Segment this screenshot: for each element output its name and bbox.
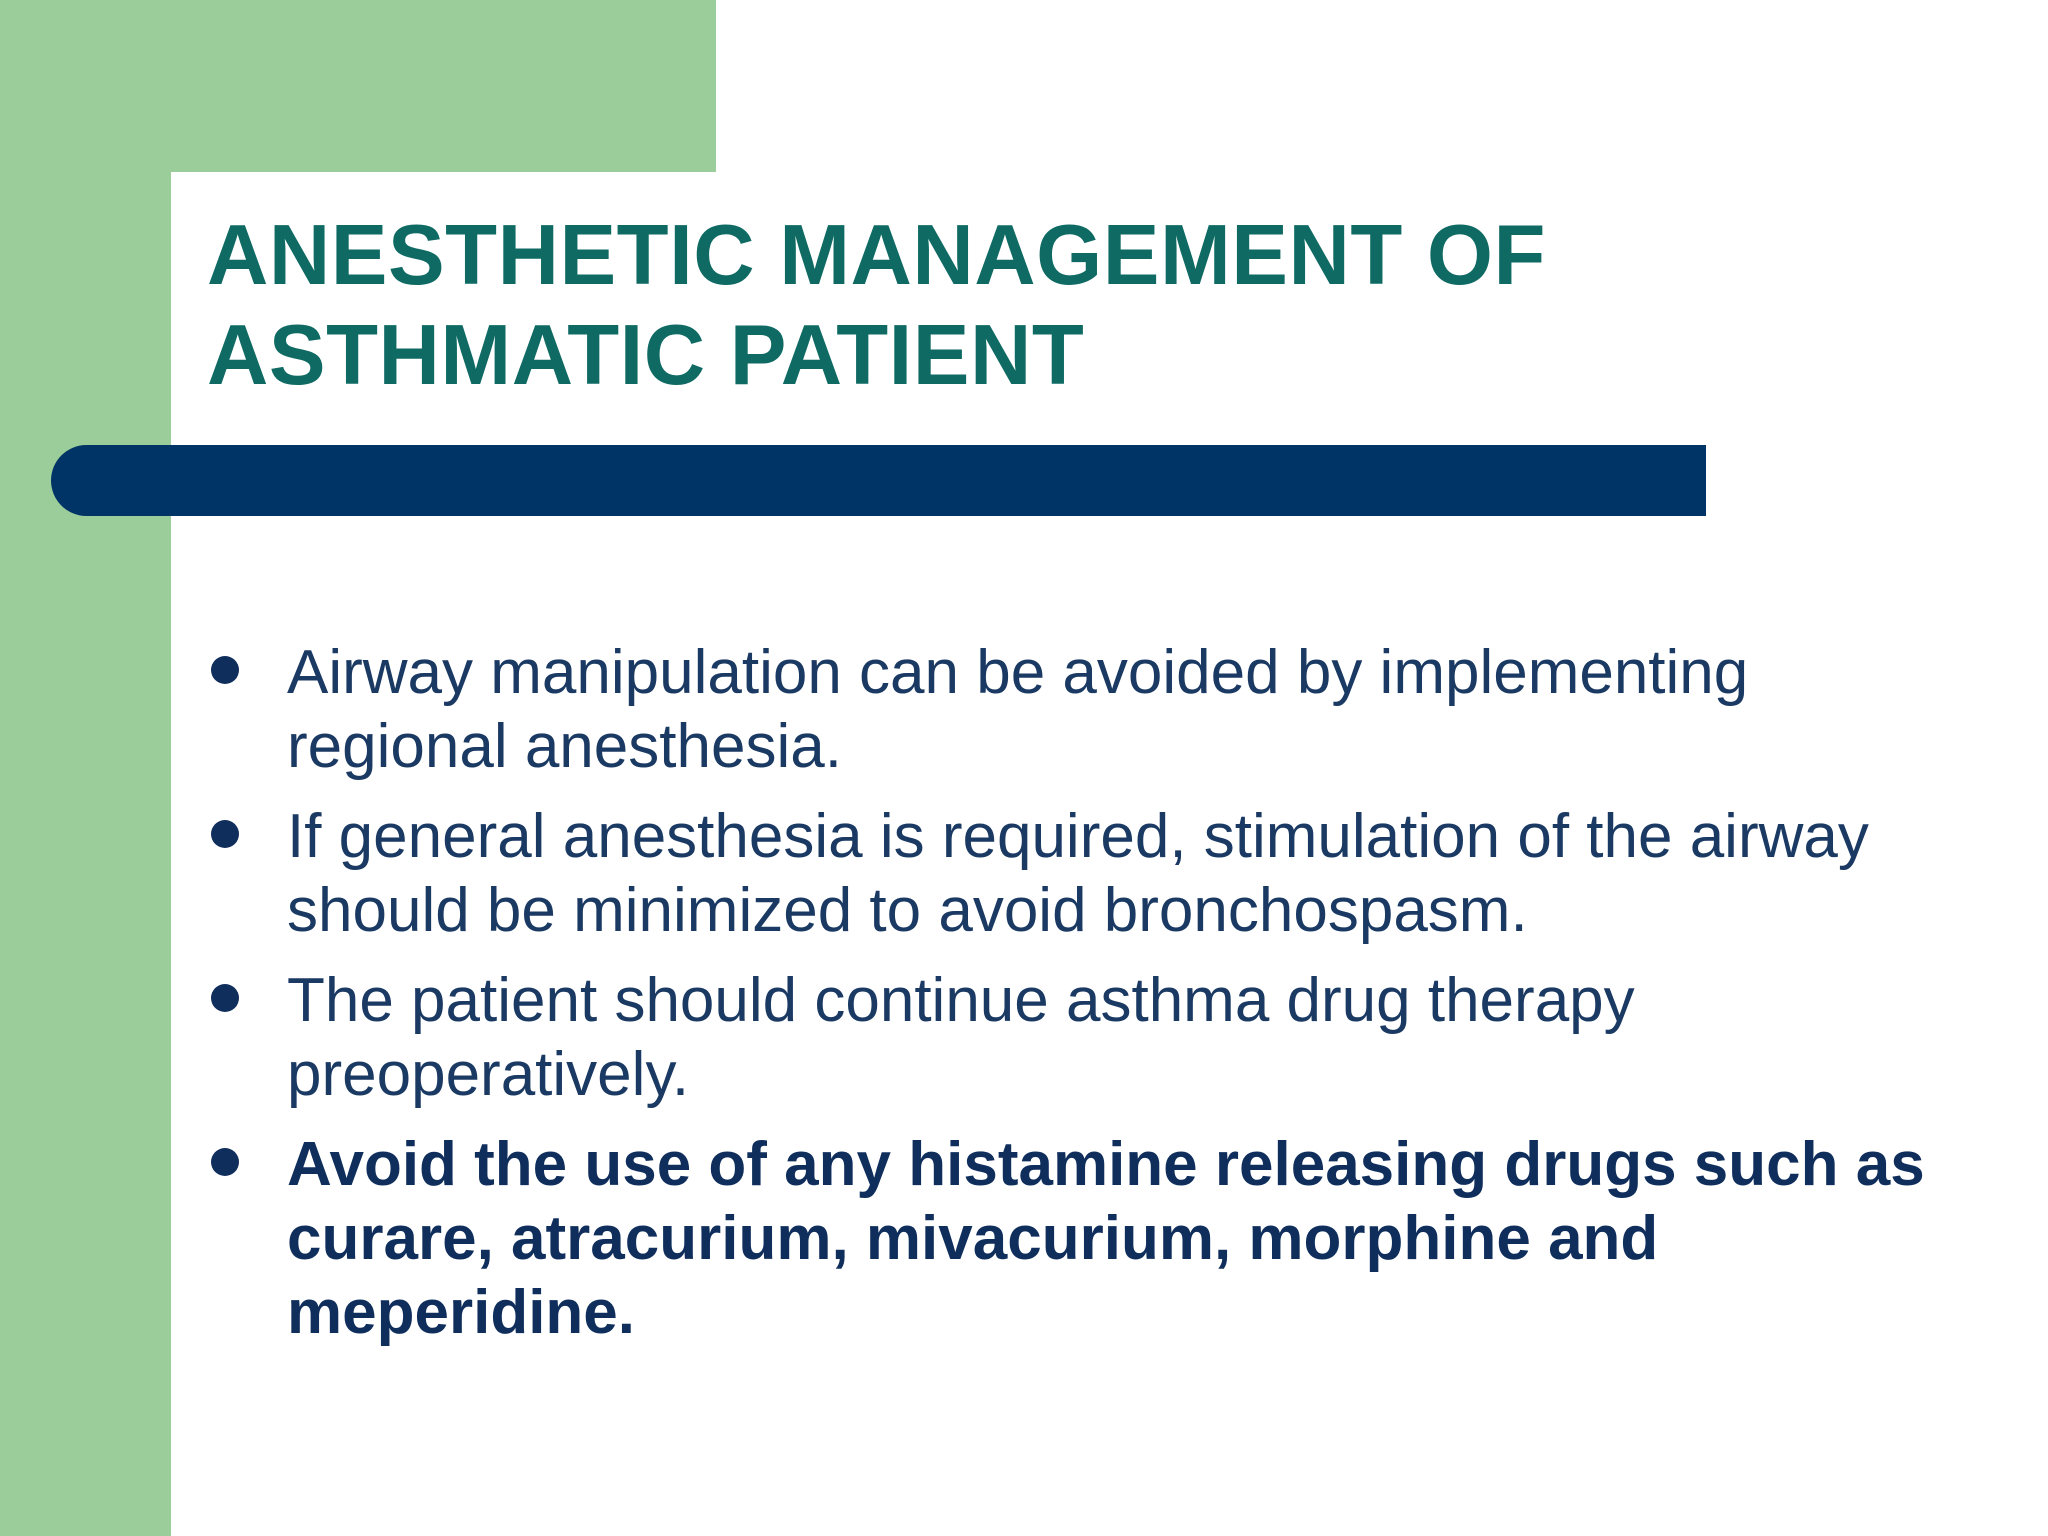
bullet-item	[207, 964, 1967, 1112]
bullet-text: If general anesthesia is required, stimulation of the airway should be minimized to avoid bronchospasm.	[287, 802, 1869, 945]
bullet-dot-icon	[211, 656, 239, 684]
bullet-list	[207, 636, 1967, 1366]
slide-title-line-1: ANESTHETIC MANAGEMENT OF	[207, 208, 1546, 303]
top-accent-block	[0, 0, 716, 172]
bullet-text: Avoid the use of any histamine releasing drugs such as curare, atracurium, mivacurium, morphine and meperidine.	[287, 1130, 1925, 1347]
bullet-item	[207, 636, 1967, 784]
title-divider-bar	[51, 445, 1706, 516]
bullet-dot-icon	[211, 820, 239, 848]
bullet-text: The patient should continue asthma drug therapy preoperatively.	[287, 966, 1635, 1109]
bullet-text: Airway manipulation can be avoided by implementing regional anesthesia.	[287, 638, 1749, 781]
bullet-dot-icon	[211, 984, 239, 1012]
slide-title	[207, 206, 1827, 406]
slide-title-line-2: ASTHMATIC PATIENT	[207, 308, 1085, 403]
bullet-item-emphasized	[207, 1128, 1967, 1350]
left-accent-strip	[0, 0, 171, 1536]
bullet-dot-icon	[211, 1148, 239, 1176]
bullet-item	[207, 800, 1967, 948]
